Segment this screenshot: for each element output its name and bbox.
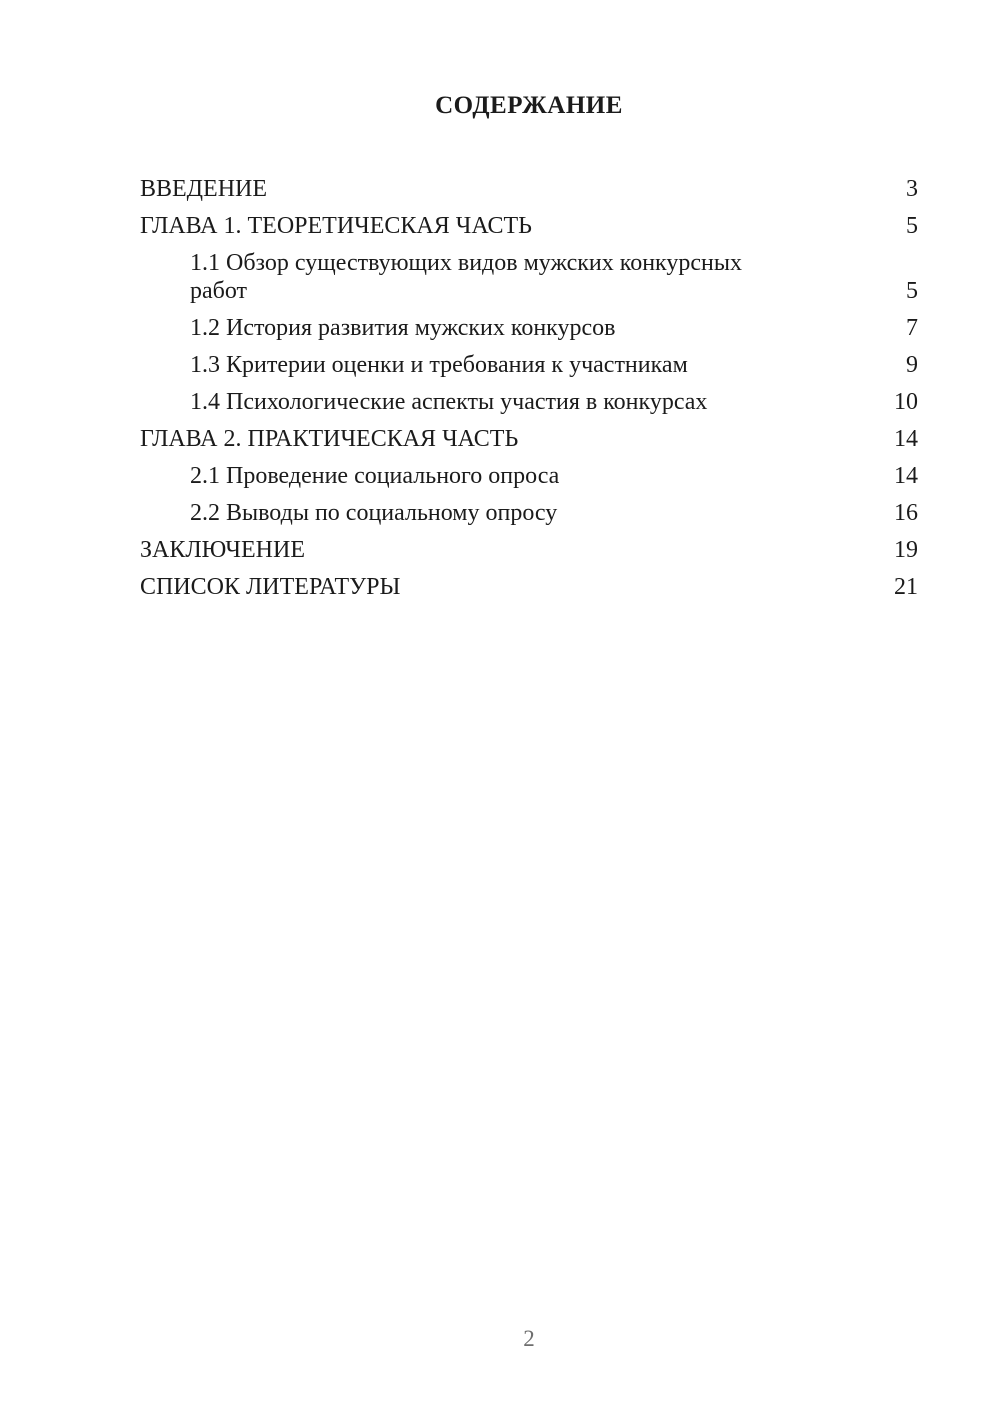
- toc-entry-line: СПИСОК ЛИТЕРАТУРЫ: [140, 574, 401, 600]
- toc-entry-label[interactable]: [140, 536, 305, 564]
- toc-entry-page-number: 10: [894, 389, 918, 415]
- toc-entry-line: ГЛАВА 2. ПРАКТИЧЕСКАЯ ЧАСТЬ: [140, 426, 519, 452]
- toc-entry-line: 2.1 Проведение социального опроса: [190, 463, 560, 489]
- toc-entry[interactable]: [140, 314, 918, 342]
- toc-entry-page-number: 7: [906, 315, 918, 341]
- toc-entry-line: ЗАКЛЮЧЕНИЕ: [140, 537, 305, 563]
- toc-entry-line: 1.2 История развития мужских конкурсов: [190, 315, 616, 341]
- toc-entry-label[interactable]: [140, 499, 557, 527]
- toc-entry-page-number: 19: [894, 537, 918, 563]
- toc-entry[interactable]: [140, 212, 918, 240]
- toc-entry-page-number: 5: [906, 278, 918, 304]
- toc-entry-page-number: 21: [894, 574, 918, 600]
- table-of-contents: [140, 175, 918, 601]
- toc-entry-label[interactable]: [140, 212, 532, 240]
- toc-entry[interactable]: [140, 573, 918, 601]
- toc-entry-line: 1.4 Психологические аспекты участия в конкурсах: [190, 389, 708, 415]
- toc-entry-label[interactable]: [140, 573, 400, 601]
- toc-entry-line: ГЛАВА 1. ТЕОРЕТИЧЕСКАЯ ЧАСТЬ: [140, 213, 532, 239]
- toc-entry-line: работ: [190, 278, 248, 304]
- toc-entry-label[interactable]: [140, 462, 559, 490]
- toc-entry-label[interactable]: [140, 249, 742, 305]
- toc-entry[interactable]: [140, 388, 918, 416]
- toc-entry-label[interactable]: [140, 388, 707, 416]
- toc-entry-line: 2.2 Выводы по социальному опросу: [190, 500, 558, 526]
- toc-entry[interactable]: [140, 351, 918, 379]
- toc-entry-page-number: 9: [906, 352, 918, 378]
- page-title: СОДЕРЖАНИЕ: [435, 92, 623, 119]
- toc-entry-label[interactable]: [140, 175, 267, 203]
- toc-entry-label[interactable]: [140, 351, 688, 379]
- toc-entry[interactable]: [140, 175, 918, 203]
- toc-entry-page-number: 14: [894, 463, 918, 489]
- toc-entry-label[interactable]: [140, 314, 615, 342]
- toc-entry[interactable]: [140, 536, 918, 564]
- toc-entry-page-number: 3: [906, 176, 918, 202]
- toc-entry-line: 1.1 Обзор существующих видов мужских конкурсных: [190, 250, 742, 276]
- toc-entry[interactable]: [140, 249, 918, 305]
- toc-entry[interactable]: [140, 499, 918, 527]
- toc-entry-page-number: 16: [894, 500, 918, 526]
- toc-entry-line: ВВЕДЕНИЕ: [140, 176, 268, 202]
- toc-entry-line: 1.3 Критерии оценки и требования к участникам: [190, 352, 688, 378]
- toc-entry-page-number: 5: [906, 213, 918, 239]
- toc-entry[interactable]: [140, 425, 918, 453]
- toc-entry-label[interactable]: [140, 425, 518, 453]
- toc-entry-page-number: 14: [894, 426, 918, 452]
- toc-entry[interactable]: [140, 462, 918, 490]
- page-number: 2: [523, 1326, 535, 1351]
